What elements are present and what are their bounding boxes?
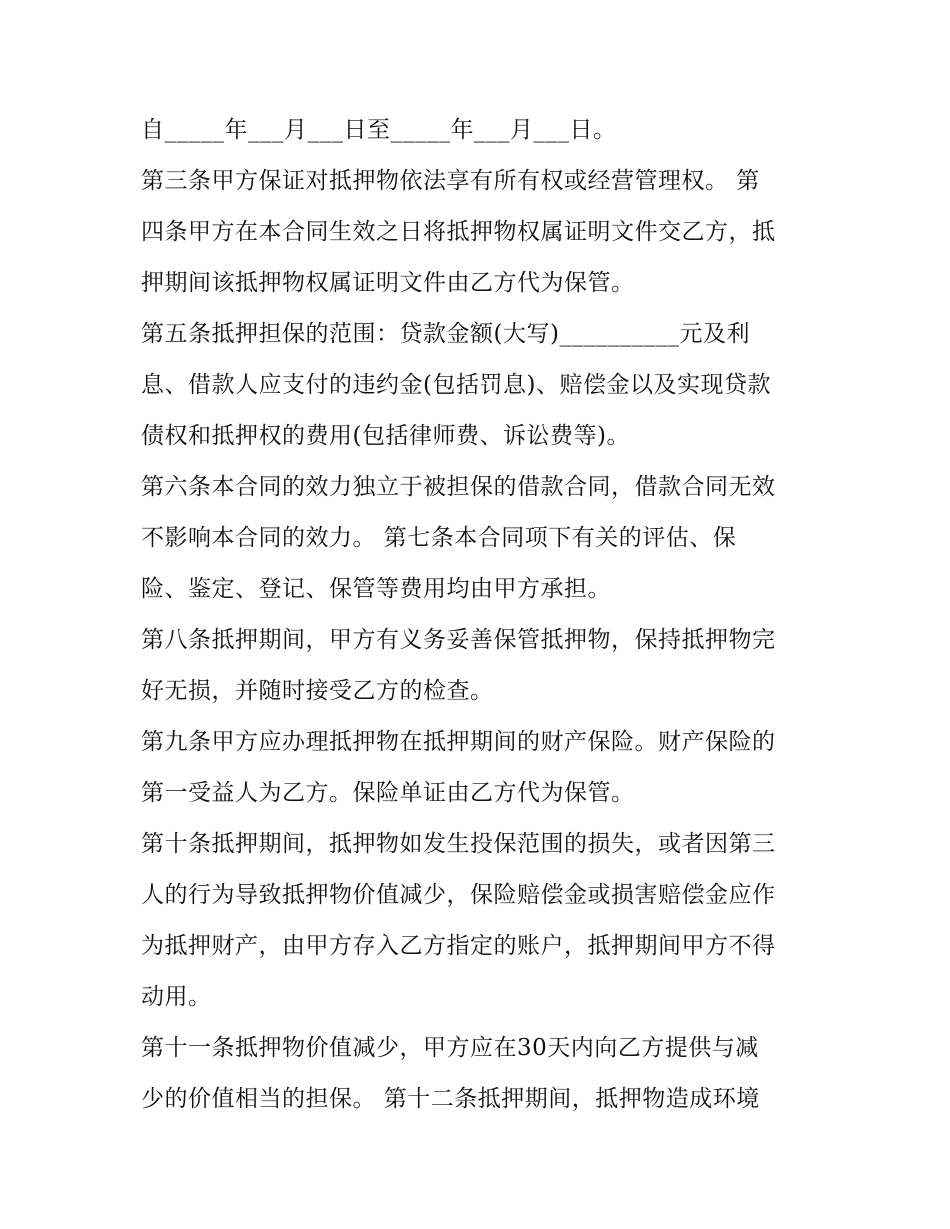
text-line: 第十条抵押期间，抵押物如发生投保范围的损失，或者因第三: [141, 831, 776, 857]
text-line: 为抵押财产，由甲方存入乙方指定的账户，抵押期间甲方不得: [141, 933, 776, 959]
text-line: 第八条抵押期间，甲方有义务妥善保管抵押物，保持抵押物完: [141, 627, 776, 653]
text-line: 息、借款人应支付的违约金(包括罚息)、赔偿金以及实现贷款: [141, 372, 771, 398]
text-line: 第三条甲方保证对抵押物依法享有所有权或经营管理权。 第: [141, 168, 760, 194]
text-line: 债权和抵押权的费用(包括律师费、诉讼费等)。: [141, 423, 630, 449]
text-line: 第六条本合同的效力独立于被担保的借款合同，借款合同无效: [141, 474, 776, 500]
text-line: 动用。: [141, 984, 212, 1010]
text-line: 人的行为导致抵押物价值减少，保险赔偿金或损害赔偿金应作: [141, 882, 776, 908]
text-line: 险、鉴定、登记、保管等费用均由甲方承担。: [141, 576, 611, 602]
text-line: 少的价值相当的担保。 第十二条抵押期间，抵押物造成环境: [141, 1086, 760, 1112]
text-line: 第一受益人为乙方。保险单证由乙方代为保管。: [141, 780, 635, 806]
text-line: 不影响本合同的效力。 第七条本合同项下有关的评估、保: [141, 525, 737, 551]
text-line: 第九条甲方应办理抵押物在抵押期间的财产保险。财产保险的: [141, 729, 776, 755]
text-line: 押期间该抵押物权属证明文件由乙方代为保管。: [141, 270, 635, 296]
text-line: 第十一条抵押物价值减少，甲方应在30天内向乙方提供与减: [141, 1035, 759, 1061]
text-line: 第五条抵押担保的范围：贷款金额(大写)__________元及利: [141, 321, 750, 347]
text-line: 好无损，并随时接受乙方的检查。: [141, 678, 494, 704]
text-line: 自_____年___月___日至_____年___月___日。: [141, 117, 617, 143]
text-line: 四条甲方在本合同生效之日将抵押物权属证明文件交乙方，抵: [141, 219, 776, 245]
